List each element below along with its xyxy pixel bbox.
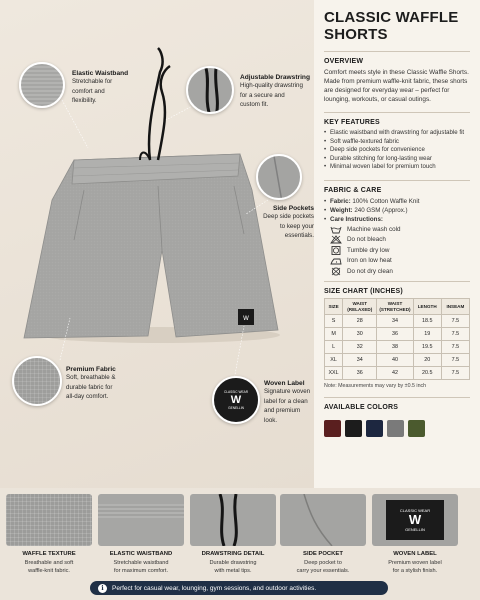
table-cell: 42 — [377, 367, 413, 380]
thumb-waffle-texture — [6, 494, 92, 546]
thumb-caption: Premium woven label for a stylish finish. — [388, 560, 442, 574]
features-list — [324, 129, 470, 172]
color-swatches — [324, 420, 470, 437]
thumb-drawstring — [190, 494, 276, 546]
callout-title: Premium Fabric — [66, 366, 116, 373]
table-header-row — [325, 299, 470, 315]
features-heading: KEY FEATURES — [324, 119, 380, 126]
product-title: CLASSIC WAFFLE SHORTS — [324, 9, 459, 43]
thumb-title: WOVEN LABEL — [393, 551, 437, 557]
callout-line: Deep side pockets — [263, 213, 314, 220]
callout-woven-label — [264, 380, 314, 425]
table-cell: 36 — [377, 328, 413, 341]
table-cell: 7.5 — [441, 328, 469, 341]
no-bleach-icon — [330, 235, 342, 244]
color-swatch-navy[interactable] — [366, 420, 383, 437]
svg-text:W: W — [243, 315, 249, 322]
table-row — [325, 367, 470, 380]
divider — [324, 112, 470, 113]
table-cell: XXL — [325, 367, 343, 380]
table-row — [325, 354, 470, 367]
callout-title: Elastic Waistband — [72, 70, 129, 77]
iron-icon — [330, 256, 342, 265]
overview-heading: OVERVIEW — [324, 58, 364, 65]
thumb-caption: Stretchable waistband for maximum comfort. — [113, 560, 169, 574]
table-cell: 32 — [343, 341, 377, 354]
table-cell: 34 — [343, 354, 377, 367]
column-header: WAIST (RELAXED) — [343, 299, 377, 315]
label-brand-top: CLASSIC WEAR — [223, 390, 249, 394]
table-cell: 36 — [343, 367, 377, 380]
feature-item: • Minimal woven label for premium touch — [324, 163, 470, 172]
table-row — [325, 315, 470, 328]
care-text: Iron on low heat — [347, 257, 392, 265]
table-cell: 38 — [377, 341, 413, 354]
callout-title: Side Pockets — [272, 205, 314, 212]
table-cell: XL — [325, 354, 343, 367]
callout-line: Soft, breathable & — [66, 374, 116, 381]
woven-label-zoom — [212, 376, 260, 424]
callout-line: for a secure and — [240, 91, 285, 99]
table-cell: 40 — [377, 354, 413, 367]
care-item — [324, 255, 470, 266]
size-note: Note: Measurements may vary by ±0.5 inch — [324, 383, 427, 390]
callout-line: flexibility. — [72, 97, 97, 104]
callout-line: essentials. — [284, 232, 314, 239]
care-row — [324, 215, 470, 224]
thumb-title: SIDE POCKET — [303, 551, 343, 557]
table-cell: 19.5 — [413, 341, 441, 354]
table-cell: 7.5 — [441, 315, 469, 328]
callout-line: comfort and — [72, 87, 105, 95]
weight-row — [324, 206, 470, 215]
feature-item: • Deep side pockets for convenience — [324, 146, 470, 155]
footer-banner — [90, 581, 388, 595]
table-cell: S — [325, 315, 343, 328]
column-header: SIZE — [325, 299, 343, 315]
color-swatch-olive[interactable] — [408, 420, 425, 437]
thumb-caption: Durable drawstring with metal tips. — [209, 560, 257, 574]
table-row — [325, 328, 470, 341]
label-logo-icon: W — [230, 394, 242, 406]
detail-thumbnails-strip — [0, 488, 480, 600]
thumb-title: WAFFLE TEXTURE — [22, 551, 76, 557]
table-cell: M — [325, 328, 343, 341]
table-cell: 19 — [413, 328, 441, 341]
fabric-label: Fabric: — [330, 197, 351, 205]
label-brand-bottom: GENELLIN — [405, 527, 425, 532]
washtub-icon — [330, 225, 342, 234]
fabric-heading: FABRIC & CARE — [324, 186, 382, 194]
care-text: Do not dry clean — [347, 267, 393, 275]
thumb-title: DRAWSTRING DETAIL — [201, 551, 265, 557]
side-pocket-zoom — [256, 154, 302, 200]
thumb-title: ELASTIC WAISTBAND — [109, 551, 173, 557]
thumb-side-pocket — [280, 494, 366, 546]
care-text: Do not bleach — [347, 236, 386, 244]
care-text: Tumble dry low — [347, 246, 390, 254]
overview-text: Comfort meets style in these Classic Waffle Shorts. Made from premium waffle-knit fabric, these shorts are designed for everyday wear – perfect for lounging, workouts, or casual outings. — [324, 69, 469, 103]
table-cell: 28 — [343, 315, 377, 328]
drawstring-icon — [190, 494, 276, 546]
care-item — [324, 234, 470, 245]
table-cell: 7.5 — [441, 341, 469, 354]
thumb-woven-label — [372, 494, 458, 546]
drawstring-zoom — [186, 66, 234, 114]
callout-line: Signature woven — [264, 388, 311, 395]
weight-label: Weight: — [330, 206, 353, 214]
divider — [324, 51, 470, 52]
column-header: LENGTH — [413, 299, 441, 315]
divider — [324, 397, 470, 398]
product-info-panel — [314, 0, 480, 488]
callout-premium-fabric — [66, 366, 136, 402]
care-item — [324, 245, 470, 256]
callout-line: Stretchable for — [72, 78, 113, 85]
no-dry-clean-icon — [330, 267, 342, 276]
care-text: Machine wash cold — [347, 225, 401, 233]
label-brand-top: CLASSIC WEAR — [399, 508, 431, 513]
callout-elastic-waistband — [72, 70, 152, 106]
tumble-dry-icon — [330, 246, 342, 255]
thumb-caption: Deep pocket to carry your essentials. — [296, 560, 350, 574]
label-logo-icon: W — [408, 512, 422, 527]
callout-line: to keep your — [279, 222, 314, 230]
color-swatch-black[interactable] — [345, 420, 362, 437]
table-cell: 34 — [377, 315, 413, 328]
table-row — [325, 341, 470, 354]
callout-side-pockets — [254, 205, 314, 241]
column-header: WAIST (STRETCHED) — [377, 299, 413, 315]
callout-line: and premium look. — [264, 407, 301, 424]
feature-item: • Elastic waistband with drawstring for adjustable fit — [324, 129, 470, 138]
size-chart-table — [324, 298, 470, 380]
callout-line: all-day comfort. — [66, 393, 109, 400]
weight-value: 240 GSM (Approx.) — [354, 206, 408, 214]
care-item — [324, 266, 470, 277]
table-cell: 30 — [343, 328, 377, 341]
color-swatch-grey[interactable] — [387, 420, 404, 437]
label-brand-bottom: GENELLIN — [228, 406, 244, 410]
colors-heading: AVAILABLE COLORS — [324, 404, 399, 412]
table-cell: 18.5 — [413, 315, 441, 328]
elastic-waistband-zoom — [19, 62, 65, 108]
callout-line: High-quality drawstring — [240, 82, 303, 89]
care-item — [324, 224, 470, 235]
callout-title: Woven Label — [264, 380, 305, 387]
care-label: Care Instructions: — [330, 215, 383, 223]
column-header: INSEAM — [441, 299, 469, 315]
fabric-row — [324, 197, 470, 206]
size-chart-heading: SIZE CHART (INCHES) — [324, 288, 403, 296]
color-swatch-maroon[interactable] — [324, 420, 341, 437]
info-icon: i — [98, 584, 107, 593]
fabric-value: 100% Cotton Waffle Knit — [352, 197, 420, 205]
callout-title: Adjustable Drawstring — [240, 74, 310, 81]
callout-line: custom fit. — [240, 101, 269, 108]
thumb-elastic-waistband — [98, 494, 184, 546]
callout-drawstring — [240, 74, 312, 110]
footer-text: Perfect for casual wear, lounging, gym sessions, and outdoor activities. — [112, 584, 317, 592]
table-cell: 20 — [413, 354, 441, 367]
callout-line: label for a clean — [264, 397, 308, 405]
table-cell: L — [325, 341, 343, 354]
table-cell: 20.5 — [413, 367, 441, 380]
table-cell: 7.5 — [441, 354, 469, 367]
fabric-zoom — [12, 356, 62, 406]
table-cell: 7.5 — [441, 367, 469, 380]
divider — [324, 180, 470, 181]
thumb-caption: Breathable and soft waffle-knit fabric. — [24, 560, 74, 574]
pocket-seam-icon — [280, 494, 366, 546]
callout-line: durable fabric for — [66, 383, 113, 391]
feature-item: • Durable stitching for long-lasting wear — [324, 155, 470, 164]
divider — [324, 281, 470, 282]
feature-item: • Soft waffle-textured fabric — [324, 138, 470, 147]
